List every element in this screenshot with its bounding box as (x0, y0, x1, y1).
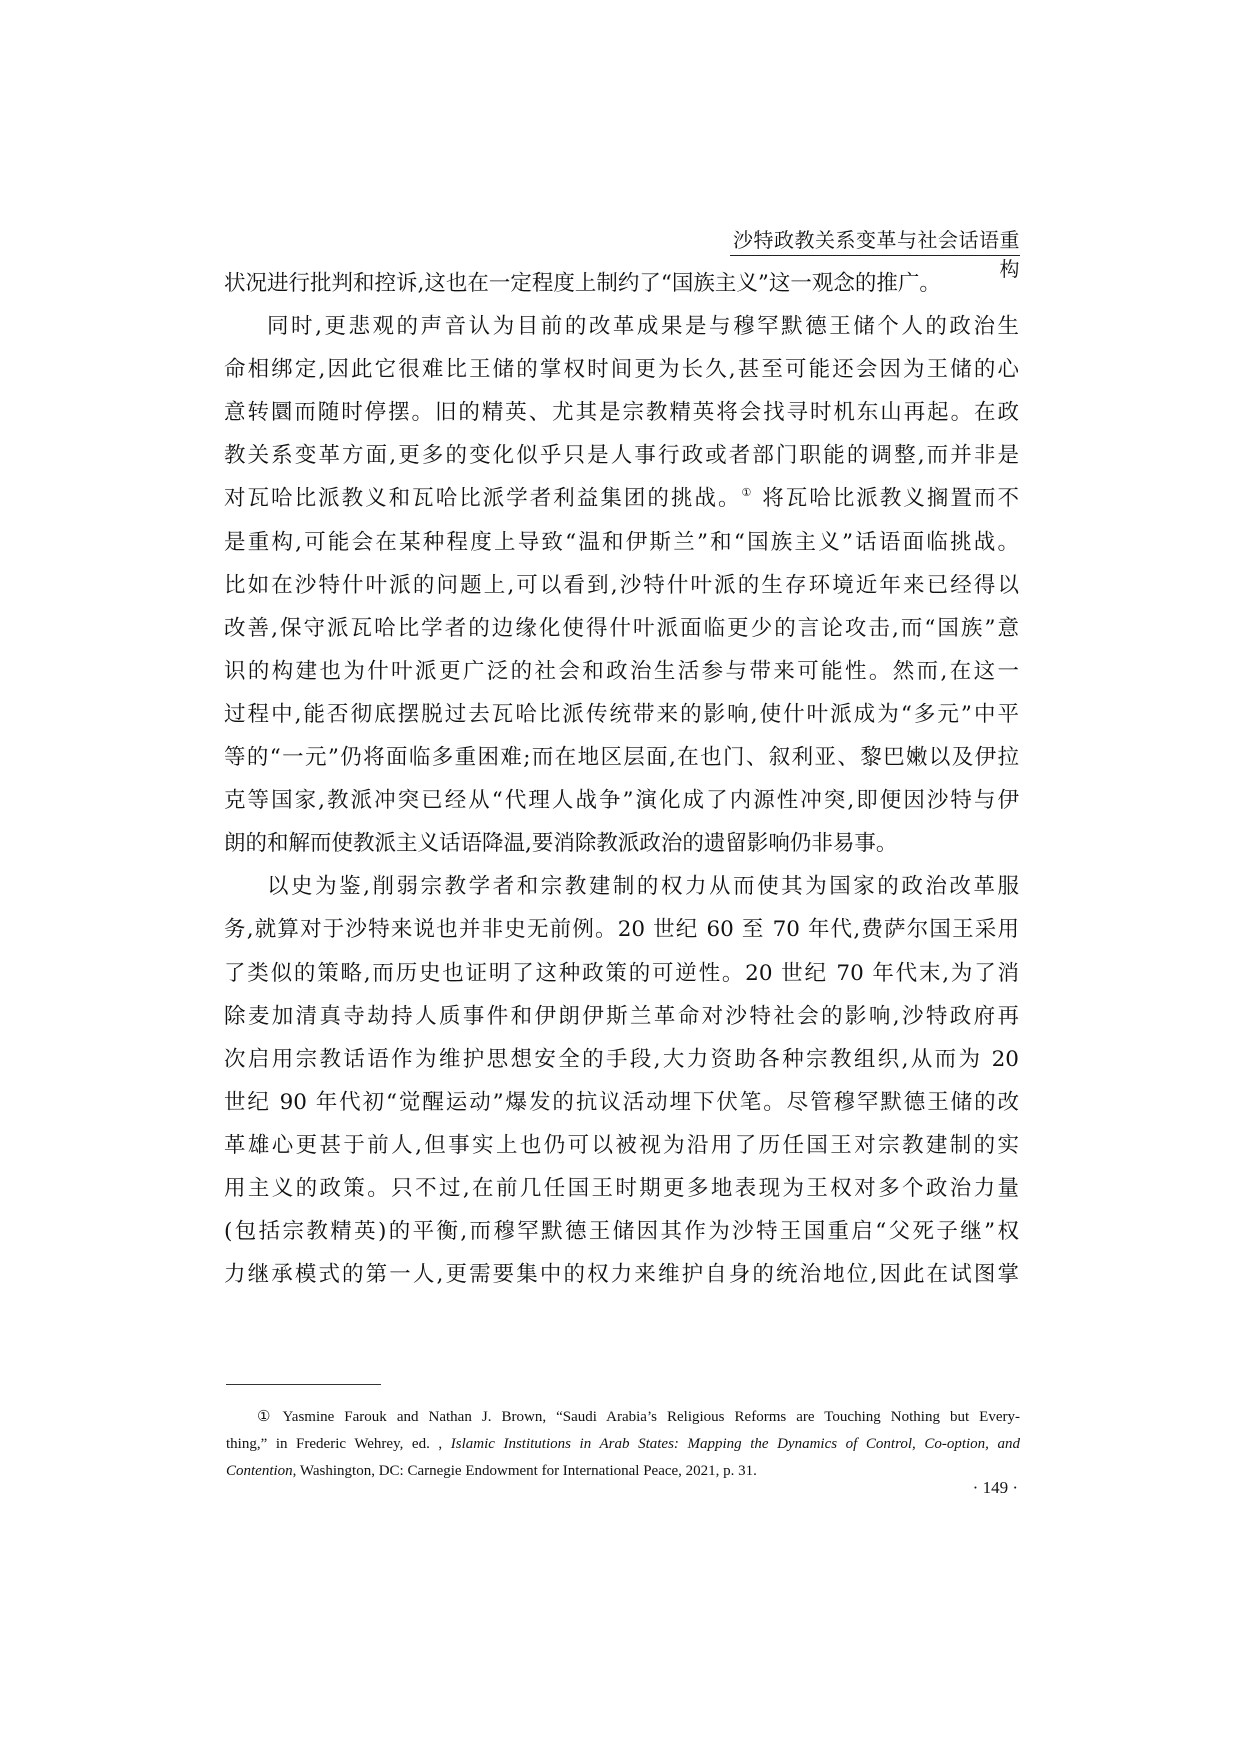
body-line: 比如在沙特什叶派的问题上,可以看到,沙特什叶派的生存环境近年来已经得以 (224, 572, 1019, 598)
body-line: 务,就算对于沙特来说也并非史无前例。20 世纪 60 至 70 年代,费萨尔国王采用 (224, 917, 1019, 943)
body-line: 是重构,可能会在某种程度上导致“温和伊斯兰”和“国族主义”话语面临挑战。 (224, 529, 1019, 555)
body-line: 识的构建也为什叶派更广泛的社会和政治生活参与带来可能性。然而,在这一 (224, 658, 1019, 684)
body-line: 了类似的策略,而历史也证明了这种政策的可逆性。20 世纪 70 年代末,为了消 (224, 960, 1019, 986)
body-line: 过程中,能否彻底摆脱过去瓦哈比派传统带来的影响,使什叶派成为“多元”中平 (224, 701, 1019, 727)
footnotes (226, 1404, 1020, 1485)
body-line: 状况进行批判和控诉,这也在一定程度上制约了“国族主义”这一观念的推广。 (224, 271, 941, 296)
body-text-segment: 将瓦哈比派教义搁置而不 (762, 486, 1019, 512)
body-line: 力继承模式的第一人,更需要集中的权力来维护自身的统治地位,因此在试图掌 (224, 1262, 1019, 1288)
page-number: · 149 · (972, 1478, 1018, 1497)
footnote-text: thing,” in Frederic Wehrey, ed. , (226, 1436, 451, 1452)
body-line: 等的“一元”仍将面临多重困难;而在地区层面,在也门、叙利亚、黎巴嫩以及伊拉 (224, 745, 1019, 771)
footnote-book-title: Contention (226, 1463, 293, 1479)
body-line: 意转圜而随时停摆。旧的精英、尤其是宗教精英将会找寻时机东山再起。在政 (224, 400, 1019, 426)
body-line: 用主义的政策。只不过,在前几任国王时期更多地表现为王权对多个政治力量 (224, 1175, 1019, 1201)
footnote-mark: ① (257, 1409, 271, 1425)
body-line: 革雄心更甚于前人,但事实上也仍可以被视为沿用了历任国王对宗教建制的实 (224, 1132, 1019, 1158)
body-text (224, 262, 1019, 1296)
body-text-segment: 对瓦哈比派教义和瓦哈比派学者利益集团的挑战。 (224, 486, 742, 512)
body-line: 克等国家,教派冲突已经从“代理人战争”演化成了内源性冲突,即便因沙特与伊 (224, 788, 1019, 814)
body-line: 教关系变革方面,更多的变化似乎只是人事行政或者部门职能的调整,而并非是 (224, 443, 1019, 469)
body-line: 除麦加清真寺劫持人质事件和伊朗伊斯兰革命对沙特社会的影响,沙特政府再 (224, 1003, 1019, 1029)
body-line: 次启用宗教话语作为维护思想安全的手段,大力资助各种宗教组织,从而为 20 (224, 1046, 1019, 1072)
footnote-line (226, 1431, 1020, 1458)
body-line-with-footnote (224, 477, 1019, 520)
footnote-text: , Washington, DC: Carnegie Endowment for International Peace, 2021, p. 31. (292, 1463, 757, 1479)
body-line: 命相绑定,因此它很难比王储的掌权时间更为长久,甚至可能还会因为王储的心 (224, 357, 1019, 383)
body-line: 改善,保守派瓦哈比学者的边缘化使得什叶派面临更少的言论攻击,而“国族”意 (224, 615, 1019, 641)
body-line: 世纪 90 年代初“觉醒运动”爆发的抗议活动埋下伏笔。尽管穆罕默德王储的改 (224, 1089, 1019, 1115)
footnote-book-title: Islamic Institutions in Arab States: Mapping the Dynamics of Control, Co-option, and (450, 1436, 1020, 1452)
footnote-reference[interactable]: ① (741, 486, 754, 500)
footnote-text: Yasmine Farouk and Nathan J. Brown, “Saudi Arabia’s Religious Reforms are Touching Nothing but Every- (282, 1409, 1020, 1425)
body-line: 以史为鉴,削弱宗教学者和宗教建制的权力从而使其为国家的政治改革服 (267, 874, 1019, 900)
body-line: 同时,更悲观的声音认为目前的改革成果是与穆罕默德王储个人的政治生 (267, 314, 1019, 340)
body-line: 朗的和解而使教派主义话语降温,要消除教派政治的遗留影响仍非易事。 (224, 831, 898, 857)
footnote-line (226, 1404, 1020, 1431)
footnote-separator (226, 1384, 381, 1385)
running-header-title: 沙特政教关系变革与社会话语重构 (733, 228, 1020, 281)
body-line: (包括宗教精英)的平衡,而穆罕默德王储因其作为沙特王国重启“父死子继”权 (224, 1219, 1019, 1245)
header-rule (730, 255, 1020, 256)
